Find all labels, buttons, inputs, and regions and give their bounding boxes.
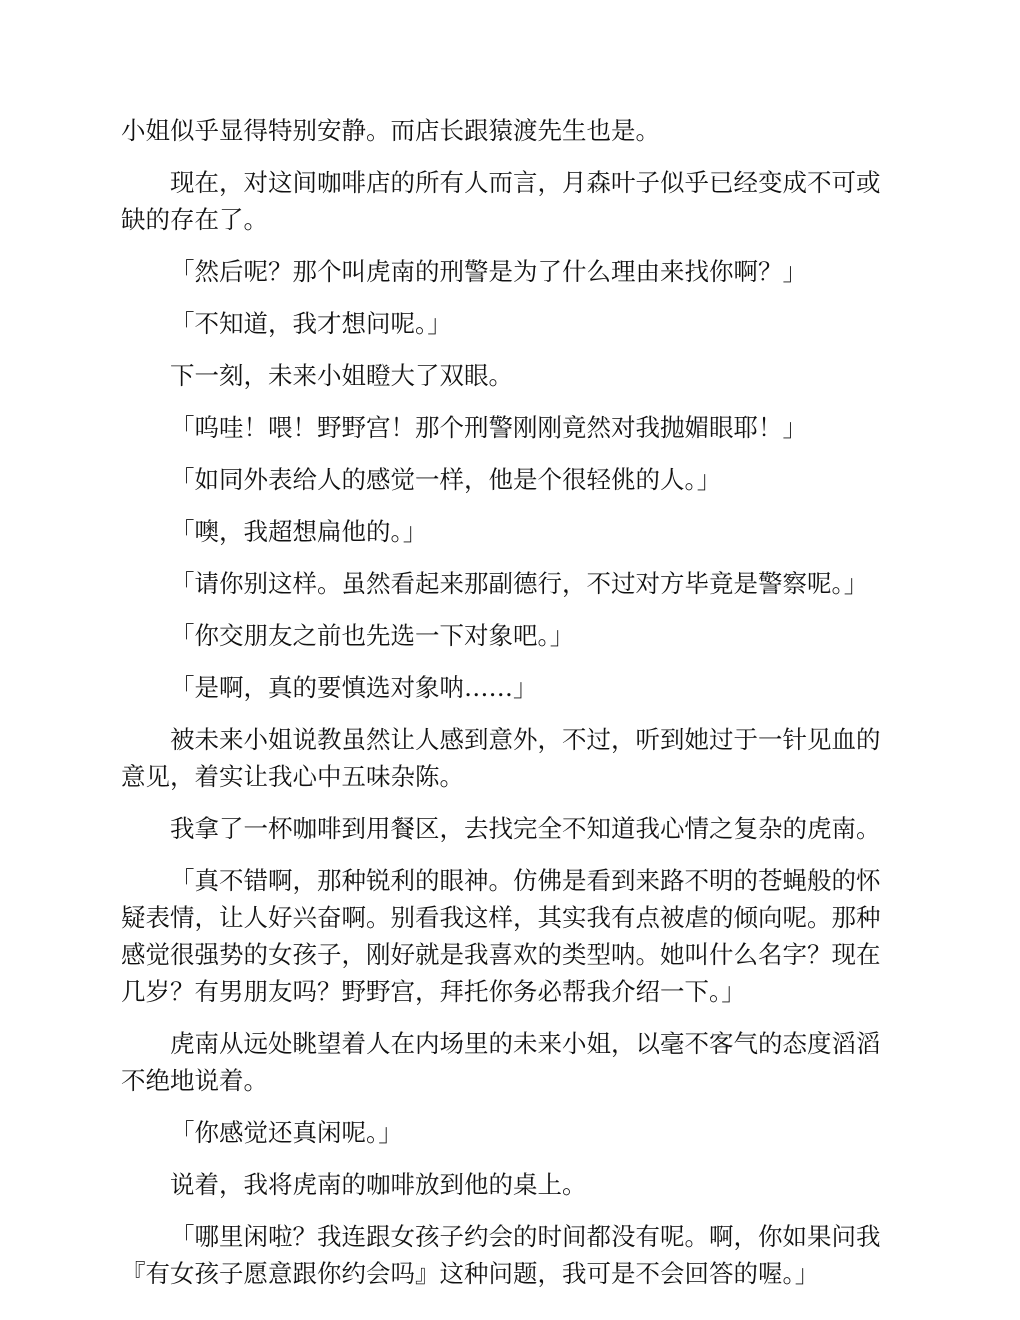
paragraph-6: 「呜哇！喂！野野宫！那个刑警刚刚竟然对我抛媚眼耶！」: [170, 413, 807, 442]
paragraph-12: 被未来小姐说教虽然让人感到意外，不过，听到她过于一针见血的意见，着实让我心中五味杂陈。: [121, 725, 881, 791]
paragraph-18: 「哪里闲啦？我连跟女孩子约会的时间都没有呢。啊，你如果问我『有女孩子愿意跟你约会吗』这种问题，我可是不会回答的喔。」: [121, 1222, 881, 1288]
paragraph-2: 现在，对这间咖啡店的所有人而言，月森叶子似乎已经变成不可或缺的存在了。: [121, 168, 881, 234]
paragraph-10: 「你交朋友之前也先选一下对象吧。」: [170, 621, 575, 650]
paragraph-1: 小姐似乎显得特别安静。而店长跟猿渡先生也是。: [121, 116, 660, 145]
paragraph-4: 「不知道，我才想问呢。」: [170, 309, 452, 338]
paragraph-13: 我拿了一杯咖啡到用餐区，去找完全不知道我心情之复杂的虎南。: [170, 814, 881, 843]
paragraph-16: 「你感觉还真闲呢。」: [170, 1118, 403, 1147]
paragraph-17: 说着，我将虎南的咖啡放到他的桌上。: [170, 1170, 587, 1199]
paragraph-15: 虎南从远处眺望着人在内场里的未来小姐，以毫不客气的态度滔滔不绝地说着。: [121, 1029, 881, 1095]
paragraph-9: 「请你别这样。虽然看起来那副德行，不过对方毕竟是警察呢。」: [170, 569, 869, 598]
paragraph-14: 「真不错啊，那种锐利的眼神。仿佛是看到来路不明的苍蝇般的怀疑表情，让人好兴奋啊。别看我这样，其实我有点被虐的倾向呢。那种感觉很强势的女孩子，刚好就是我喜欢的类型呐。她叫什么名字？现在几岁？有男朋友吗？野野宫，拜托你务必帮我介绍一下。」: [121, 866, 881, 1006]
paragraph-3: 「然后呢？那个叫虎南的刑警是为了什么理由来找你啊？」: [170, 257, 807, 286]
paragraph-8: 「噢，我超想扁他的。」: [170, 517, 428, 546]
paragraph-11: 「是啊，真的要慎选对象呐……」: [170, 673, 538, 702]
paragraph-5: 下一刻，未来小姐瞪大了双眼。: [170, 361, 513, 390]
body-text: [121, 112, 901, 1307]
paragraph-7: 「如同外表给人的感觉一样，他是个很轻佻的人。」: [170, 465, 722, 494]
